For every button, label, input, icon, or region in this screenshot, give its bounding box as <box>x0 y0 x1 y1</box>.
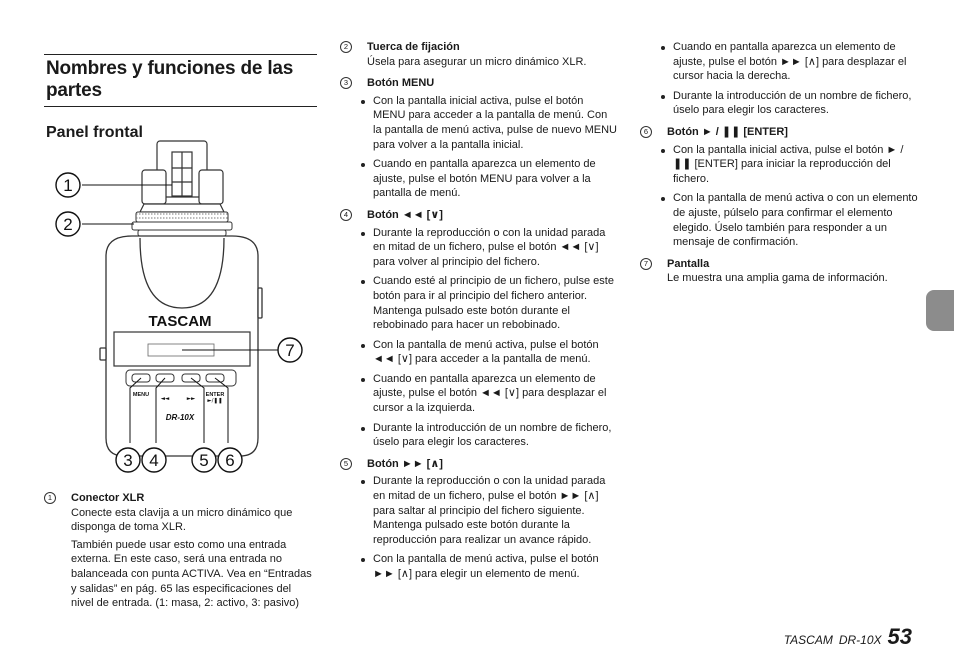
column-right <box>640 40 918 293</box>
entry-bullets <box>367 474 618 581</box>
entry-body: Le muestra una amplia gama de información. <box>667 272 888 285</box>
entry-heading: Tuerca de fijación <box>367 41 460 53</box>
entry-heading: Botón MENU <box>367 77 435 90</box>
section-title: Nombres y funciones de las partes <box>44 54 317 107</box>
callout-2: 2 <box>63 215 73 234</box>
entry-number: 4 <box>340 209 352 221</box>
callout-3: 3 <box>123 451 133 470</box>
list-item: Durante la introducción de un nombre de fichero, úselo para elegir los caracteres. <box>667 89 918 118</box>
entry-menu-button <box>340 76 618 201</box>
entry-bullets <box>667 40 918 118</box>
callout-7: 7 <box>285 341 295 360</box>
device-btn-menu-label: MENU <box>132 392 150 398</box>
entry-heading: Botón ◄◄ [∨] <box>367 208 443 221</box>
entry-locking-nut <box>340 40 618 69</box>
callout-4: 4 <box>149 451 159 470</box>
device-btn-ff-label: ►► <box>186 396 196 402</box>
subsection-title: Panel frontal <box>46 124 143 142</box>
device-btn-enter-label: ENTER <box>205 392 225 398</box>
callout-1: 1 <box>63 176 73 195</box>
xlr-connector-drawing <box>140 141 224 212</box>
list-item: Cuando esté al principio de un fichero, pulse este botón para ir al principio del fichero anterior. Mantenga pulsado este botón durante el rebobinado para hacer un rebobinado. <box>367 274 618 332</box>
entry-play-enter-button <box>640 125 918 250</box>
callout-5: 5 <box>199 451 209 470</box>
entry-xlr-connector <box>44 491 316 611</box>
entry-bullets <box>367 226 618 450</box>
list-item: Con la pantalla inicial activa, pulse el botón MENU para acceder a la pantalla de menú. Con la pantalla de menú activa, pulse de nuevo MENU para volver a la pantalla inicial. <box>367 94 618 152</box>
callout-6: 6 <box>225 451 235 470</box>
entry-bullets <box>667 143 918 250</box>
page-footer <box>783 624 912 649</box>
list-item: Con la pantalla de menú activa, pulse el botón ◄◄ [∨] para acceder a la pantalla de menú. <box>367 338 618 367</box>
locking-nut-drawing <box>132 212 232 236</box>
list-item: Cuando en pantalla aparezca un elemento de ajuste, pulse el botón ►► [∧] para desplazar el cursor hacia la derecha. <box>667 40 918 84</box>
device-btn-enter-sym: ►/❚❚ <box>207 398 223 404</box>
entry-number: 7 <box>640 258 652 270</box>
entry-number: 3 <box>340 77 352 89</box>
entry-paragraph: También puede usar esto como una entrada externa. En este caso, será una entrada no balanceada con punta ACTIVA. Vea en “Entradas y salidas” en pág. 65 las especificaciones del nivel de entrada. (1: masa, 2: activo, 3: pasivo) <box>71 538 312 610</box>
list-item: Cuando en pantalla aparezca un elemento de ajuste, pulse el botón MENU para volver a la pantalla de menú. <box>367 157 618 201</box>
entry-bullets <box>367 94 618 201</box>
column-middle <box>340 40 618 589</box>
entry-heading: Botón ► / ❚❚ [ENTER] <box>667 125 788 138</box>
list-item: Durante la introducción de un nombre de fichero, úselo para elegir los caracteres. <box>367 421 618 450</box>
entry-display <box>640 257 918 286</box>
entry-number: 2 <box>340 41 352 53</box>
list-item: Durante la reproducción o con la unidad parada en mitad de un fichero, pulse el botón ◄◄ [∨] para volver al principio del fichero. <box>367 226 618 270</box>
entry-number: 5 <box>340 458 352 470</box>
entry-number: 6 <box>640 126 652 138</box>
list-item: Con la pantalla de menú activa o con un elemento de ajuste, púlselo para confirmar el elemento elegido. Úselo también para responder a un mensaje de confirmación. <box>667 191 918 249</box>
entry-body: Conecte esta clavija a un micro dinámico que disponga de toma XLR. <box>71 506 293 534</box>
list-item: Con la pantalla inicial activa, pulse el botón ► / ❚❚ [ENTER] para iniciar la reproducción del fichero. <box>667 143 918 187</box>
entry-heading: Botón ►► [∧] <box>367 457 443 470</box>
list-item: Cuando en pantalla aparezca un elemento de ajuste, pulse el botón ◄◄ [∨] para desplazar el cursor a la izquierda. <box>367 372 618 416</box>
device-brand-label: TASCAM <box>148 313 212 330</box>
entry-rewind-button <box>340 208 618 450</box>
device-display-drawing <box>114 332 250 366</box>
entry-heading: Pantalla <box>667 257 710 270</box>
list-item: Con la pantalla de menú activa, pulse el botón ►► [∧] para elegir un elemento de menú. <box>367 552 618 581</box>
page-number: 53 <box>887 624 912 649</box>
entry-number: 1 <box>44 492 56 504</box>
chapter-tab-marker <box>926 290 954 331</box>
entry-forward-button <box>340 457 618 582</box>
entry-heading: Conector XLR <box>71 492 145 504</box>
entry-body: Úsela para asegurar un micro dinámico XLR. <box>367 55 587 68</box>
column-left <box>44 491 316 618</box>
device-illustration <box>44 138 316 478</box>
list-item: Durante la reproducción o con la unidad parada en mitad de un fichero, pulse el botón ►► [∧] para saltar al principio del fichero siguiente. Mantenga pulsado este botón durante la reproducción para realizar un avance rápido. <box>367 474 618 547</box>
device-btn-rew-label: ◄◄ <box>160 396 170 402</box>
device-model-label: DR-10X <box>165 413 195 422</box>
entry-forward-button-cont <box>640 40 918 118</box>
footer-model: DR-10X <box>838 633 882 647</box>
footer-brand: TASCAM <box>783 633 833 647</box>
